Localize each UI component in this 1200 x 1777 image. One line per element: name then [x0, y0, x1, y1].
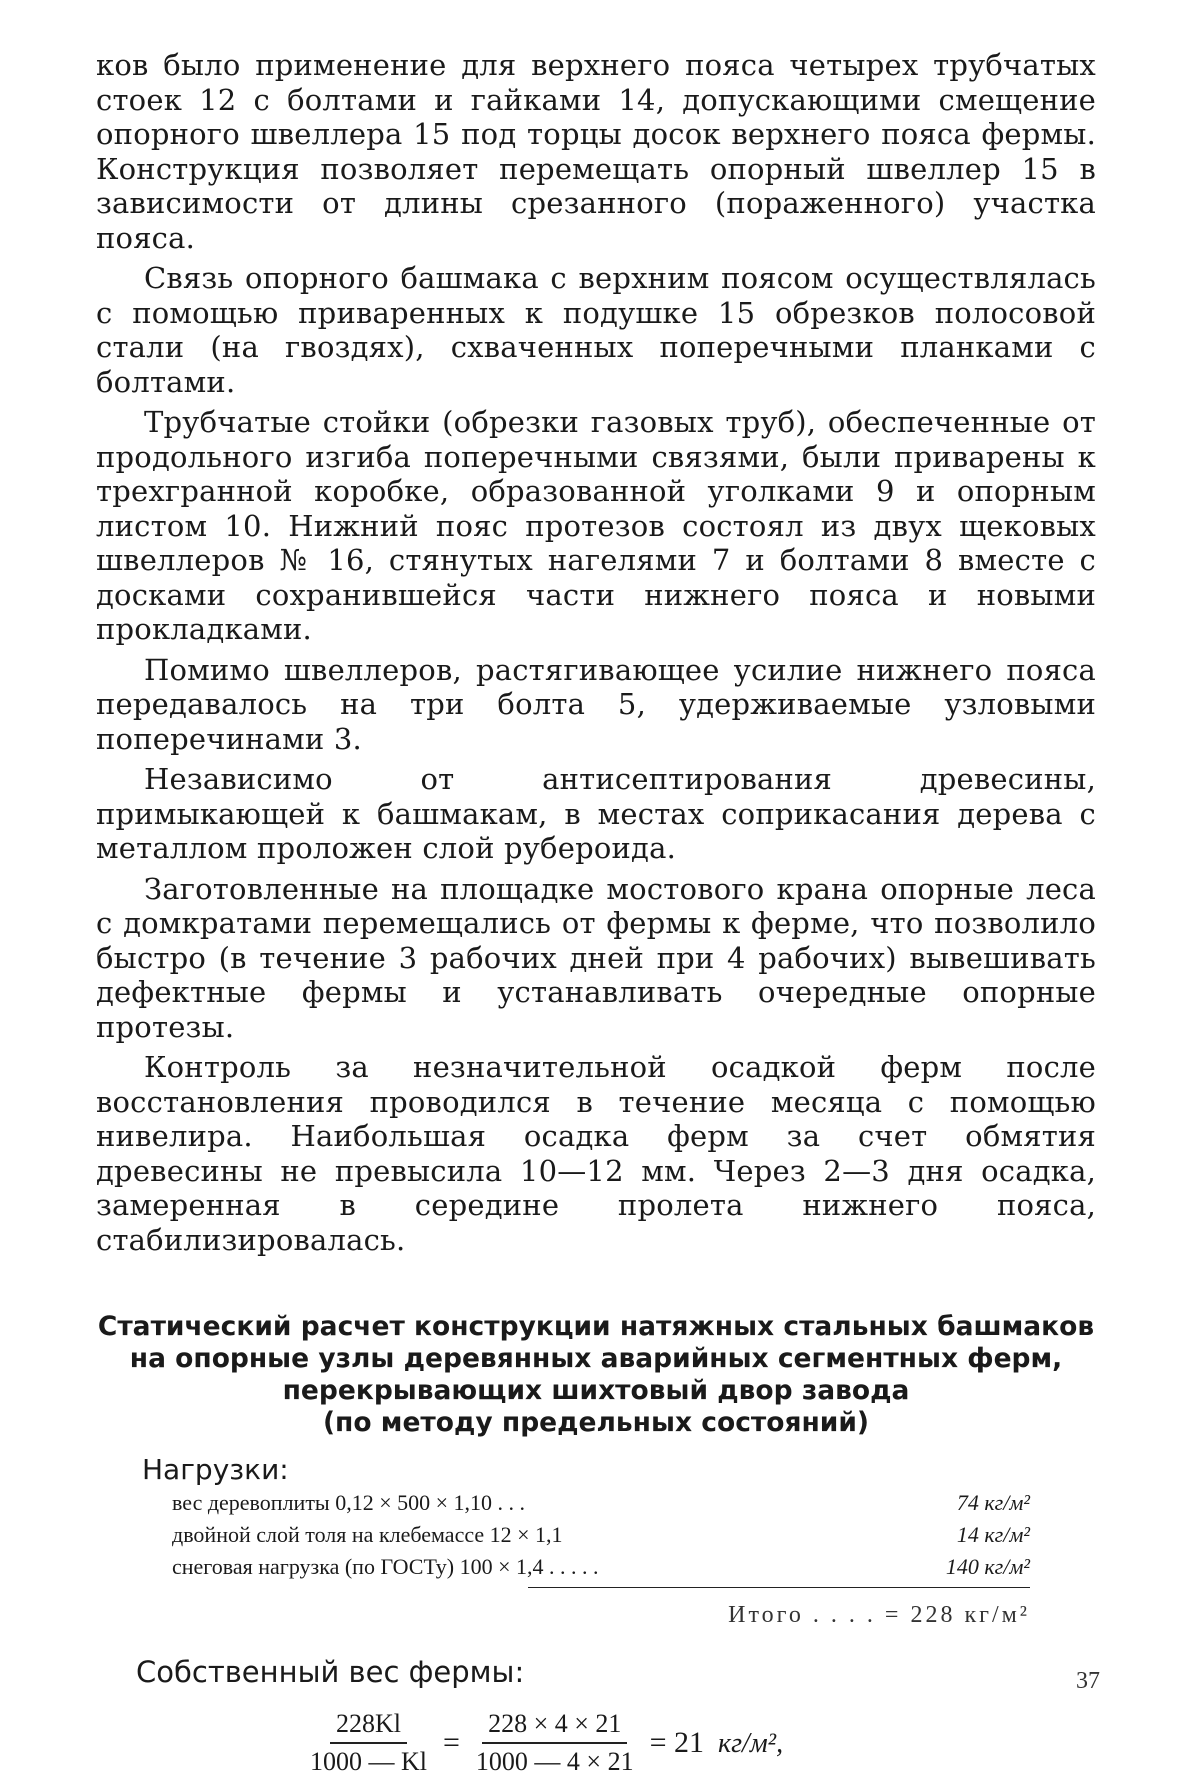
load-row	[172, 1551, 1030, 1583]
sum-rule	[528, 1587, 1030, 1588]
formula-fraction-left	[304, 1709, 433, 1777]
load-value: 74 кг/м²	[956, 1490, 1030, 1515]
body-paragraph-3: Трубчатые стойки (обрезки газовых труб), обеспеченные от продольного изгиба поперечными связями, были приварены к трехгранной коробке, образованной уголками 9 и опорным листом 10. Нижний пояс протезов состоял из двух щековых швеллеров № 16, стянутых нагелями 7 и болтами 8 вместе с досками сохранившейся части нижнего пояса и новыми прокладками.	[96, 405, 1096, 646]
heading-line-2: на опорные узлы деревянных аварийных сегментных ферм,	[129, 1343, 1063, 1374]
equals-sign: =	[443, 1726, 460, 1759]
load-value: 14 кг/м²	[956, 1522, 1030, 1547]
document-page	[96, 48, 1096, 1777]
body-paragraph-1: ков было применение для верхнего пояса четырех трубчатых стоек 12 с болтами и гайками 14, допускающими смещение опорного швеллера 15 под торцы досок верхнего пояса фермы. Конструкция позволяет перемещать опорный швеллер 15 в зависимости от длины срезанного (пораженного) участка пояса.	[96, 48, 1096, 255]
fraction-denominator: 1000 — 4 × 21	[475, 1747, 634, 1776]
body-paragraph-5: Независимо от антисептирования древесины, примыкающей к башмакам, в местах соприкасания дерева с металлом проложен слой рубероида.	[96, 762, 1096, 865]
formula-unit: кг/м²,	[718, 1728, 784, 1759]
page-number: 37	[1076, 1668, 1100, 1694]
loads-total: Итого . . . . = 228 кг/м²	[728, 1602, 1030, 1628]
fraction-denominator: 1000 — Kl	[310, 1747, 427, 1776]
body-paragraph-6: Заготовленные на площадке мостового крана опорные леса с домкратами перемещались от фермы к ферме, что позволило быстро (в течение 3 рабочих дней при 4 рабочих) вывешивать дефектные фермы и устанавливать очередные опорные протезы.	[96, 871, 1096, 1044]
formula-result-value: = 21	[649, 1726, 705, 1759]
load-label: двойной слой толя на клебемассе 12 × 1,1	[172, 1522, 563, 1547]
load-row	[172, 1487, 1030, 1519]
body-paragraph-2: Связь опорного башмака с верхним поясом осуществлялась с помощью приваренных к подушке 15 обрезков полосовой стали (на гвоздях), схваченных поперечными планками с болтами.	[96, 261, 1096, 399]
load-label: вес деревоплиты 0,12 × 500 × 1,10 . . .	[172, 1490, 526, 1515]
heading-line-3: перекрывающих шихтовый двор завода	[282, 1375, 910, 1406]
load-label: снеговая нагрузка (по ГОСТу) 100 × 1,4 . . . . .	[172, 1554, 599, 1579]
heading-line-4: (по методу предельных состояний)	[322, 1407, 870, 1438]
heading-line-1: Статический расчет конструкции натяжных стальных башмаков	[97, 1311, 1095, 1342]
load-value: 140 кг/м²	[945, 1554, 1030, 1579]
formula-fraction-right	[470, 1709, 640, 1777]
body-paragraph-7: Контроль за незначительной осадкой ферм после восстановления проводился в течение месяца с помощью нивелира. Наибольшая осадка ферм за счет обмятия древесины не превысила 10—12 мм. Через 2—3 дня осадка, замеренная в середине пролета нижнего пояса, стабилизировалась.	[96, 1050, 1096, 1257]
fraction-numerator: 228Kl	[330, 1709, 407, 1744]
self-weight-title: Собственный вес фермы:	[136, 1655, 525, 1689]
load-row	[172, 1519, 1030, 1551]
formula-result	[640, 1726, 784, 1760]
body-paragraph-4: Помимо швеллеров, растягивающее усилие нижнего пояса передавалось на три болта 5, удерживаемые узловыми поперечинами 3.	[96, 652, 1096, 756]
loads-title: Нагрузки:	[142, 1453, 289, 1486]
self-weight-formula	[304, 1709, 1096, 1777]
section-heading	[96, 1311, 1096, 1439]
loads-table	[172, 1487, 1030, 1629]
fraction-numerator: 228 × 4 × 21	[482, 1709, 627, 1744]
